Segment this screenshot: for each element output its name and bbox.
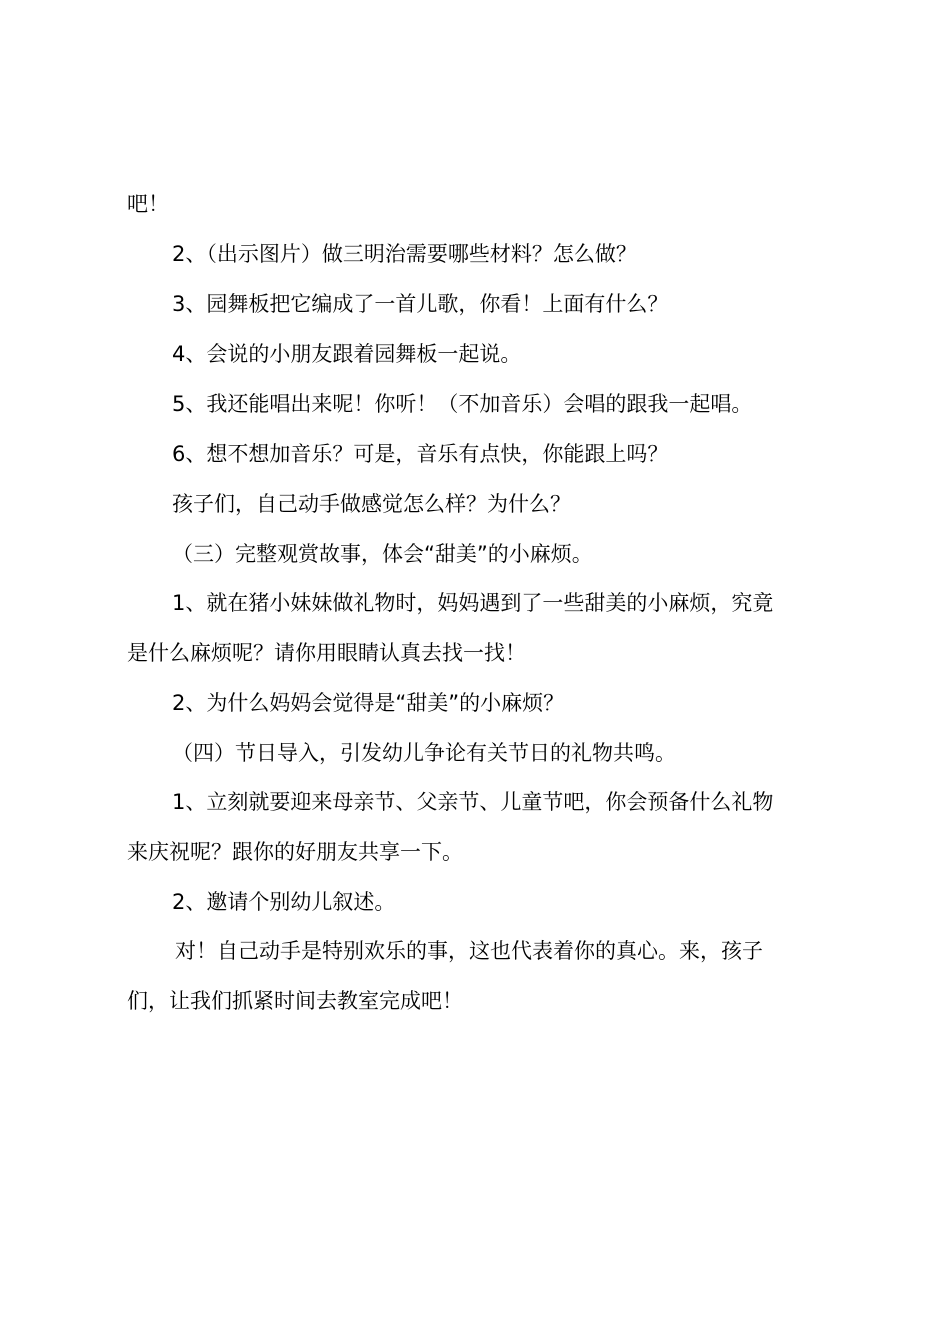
text-line: 孩子们，自己动手做感觉怎么样？为什么？ [172,492,571,516]
text-line: 们，让我们抓紧时间去教室完成吧！ [127,989,463,1013]
text-line: 5、我还能唱出来呢！你听！（不加音乐）会唱的跟我一起唱。 [172,392,753,416]
text-line: 2、邀请个别幼儿叙述。 [172,890,396,914]
text-line: 4、会说的小朋友跟着园舞板一起说。 [172,342,522,366]
text-line: 6、想不想加音乐？可是，音乐有点快，你能跟上吗？ [172,442,669,466]
text-line: 对！自己动手是特别欢乐的事，这也代表着你的真心。来，孩子 [175,939,763,963]
text-line: 吧！ [127,192,169,216]
section-heading: （三）完整观赏故事，体会“甜美”的小麻烦。 [172,542,593,566]
text-line: 2、为什么妈妈会觉得是“甜美”的小麻烦？ [172,691,565,715]
text-line: 是什么麻烦呢？请你用眼睛认真去找一找！ [127,641,526,665]
text-line: 来庆祝呢？跟你的好朋友共享一下。 [127,840,463,864]
section-heading: （四）节日导入，引发幼儿争论有关节日的礼物共鸣。 [172,741,676,765]
text-line: 3、园舞板把它编成了一首儿歌，你看！上面有什么？ [172,292,669,316]
text-line: 1、立刻就要迎来母亲节、父亲节、儿童节吧，你会预备什么礼物 [172,790,774,814]
text-line: 2、（出示图片）做三明治需要哪些材料？怎么做？ [172,242,637,266]
text-line: 1、就在猪小妹妹做礼物时，妈妈遇到了一些甜美的小麻烦，究竟 [172,591,774,615]
